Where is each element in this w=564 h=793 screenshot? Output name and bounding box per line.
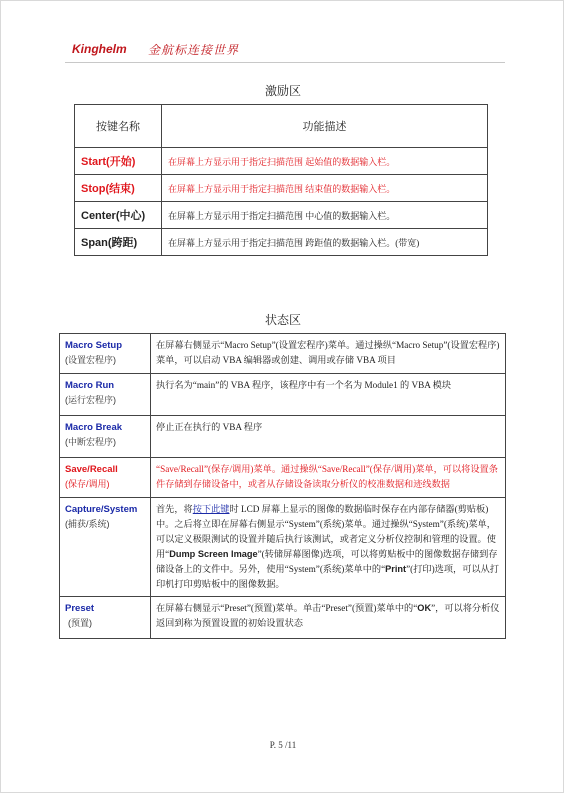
table-row [60,334,506,374]
table-row [60,458,506,498]
key-cell [60,334,151,374]
description-text: 在屏幕右侧显示“Preset”(预置)菜单。单击“Preset”(预置)菜单中的“ [156,603,418,613]
key-subtitle: (设置宏程序) [65,355,116,365]
key-cell [60,416,151,458]
key-name: Start(开始) [75,148,162,175]
key-cell [60,597,151,639]
status-table [59,333,506,639]
section-title-status: 状态区 [264,313,301,327]
brand-logo: Kinghelm [72,42,127,56]
key-name: Save/Recall [65,464,118,475]
table-row [75,175,488,202]
stimulus-table [74,104,488,256]
table-header-row [75,105,488,148]
key-subtitle: (保存/调用) [65,479,110,489]
table-row [75,148,488,175]
table-row [60,374,506,416]
key-description: 在屏幕上方显示用于指定扫描范围 跨距值的数据输入栏。(带宽) [162,229,488,256]
table-row [60,498,506,597]
header-divider [65,62,505,63]
table-row [75,202,488,229]
key-name: Center(中心) [75,202,162,229]
column-header-key-name: 按键名称 [75,105,162,148]
table-row [60,597,506,639]
key-description: 在屏幕右侧显示“Macro Setup”(设置宏程序)菜单。通过操纵“Macro Setup”(设置宏程序)菜单，可以启动 VBA 编辑器或创建、调用或存储 VBA 项目 [151,334,506,374]
description-text: 首先，将 [156,504,193,514]
key-cell [60,498,151,597]
ok-option: OK [417,603,432,613]
table-row [60,416,506,458]
description-text: ”(转储屏幕图像)选项，可以将剪贴板中的图像数据存储到存储设备上的文件中。另外，使用“System”(系统)菜单中的“ [156,549,498,574]
column-header-function: 功能描述 [162,105,488,148]
key-description: 停止正在执行的 VBA 程序 [151,416,506,458]
page-number: P. 5 /11 [269,740,297,750]
brand-slogan: 金航标连接世界 [148,43,240,57]
key-name: Macro Run [65,380,115,391]
description-text: 时 LCD 屏幕上显示的图像的数据临时保存在内部存储器(剪贴板)中。之后将立即在屏幕右侧显示“System”(系统)菜单。通过操纵“System”(系统)菜单，可以定义极限测试的设置并随后执行该测试，或者定义分析仪控制和管理的设置。使用“ [156,504,496,559]
key-name: Capture/System [65,504,138,515]
key-subtitle: (预置) [68,618,92,628]
key-description: 在屏幕上方显示用于指定扫描范围 结束值的数据输入栏。 [162,175,488,202]
dump-screen-image-option: Dump Screen Image [169,549,258,559]
key-name: Stop(结束) [75,175,162,202]
key-description [151,597,506,639]
key-name: Macro Break [65,422,123,433]
press-key-link[interactable]: 按下此键 [192,504,230,514]
table-row [75,229,488,256]
key-description [151,498,506,597]
description-text: ”，可以将分析仪返回到称为预置设置的初始设置状态 [156,603,500,628]
key-description: “Save/Recall”(保存/调用)菜单。通过操纵“Save/Recall”(保存/调用)菜单，可以将设置条件存储到存储设备中，或者从存储设备读取分析仪的校准数据和迹线数据 [151,458,506,498]
description-text: ”(打印)选项，可以从打印机打印剪贴板中的图像数据。 [156,564,499,589]
key-name: Preset [65,603,95,614]
key-description: 在屏幕上方显示用于指定扫描范围 起始值的数据输入栏。 [162,148,488,175]
key-cell [60,458,151,498]
section-title-stimulus: 激励区 [264,84,301,98]
key-subtitle: (中断宏程序) [65,437,116,447]
key-description: 在屏幕上方显示用于指定扫描范围 中心值的数据输入栏。 [162,202,488,229]
key-name: Macro Setup [65,340,123,351]
key-subtitle: (捕获/系统) [65,519,110,529]
key-subtitle: (运行宏程序) [65,395,116,405]
key-name: Span(跨距) [75,229,162,256]
key-description: 执行名为“main”的 VBA 程序，该程序中有一个名为 Module1 的 VBA 模块 [151,374,506,416]
key-cell [60,374,151,416]
print-option: Print [385,564,407,574]
